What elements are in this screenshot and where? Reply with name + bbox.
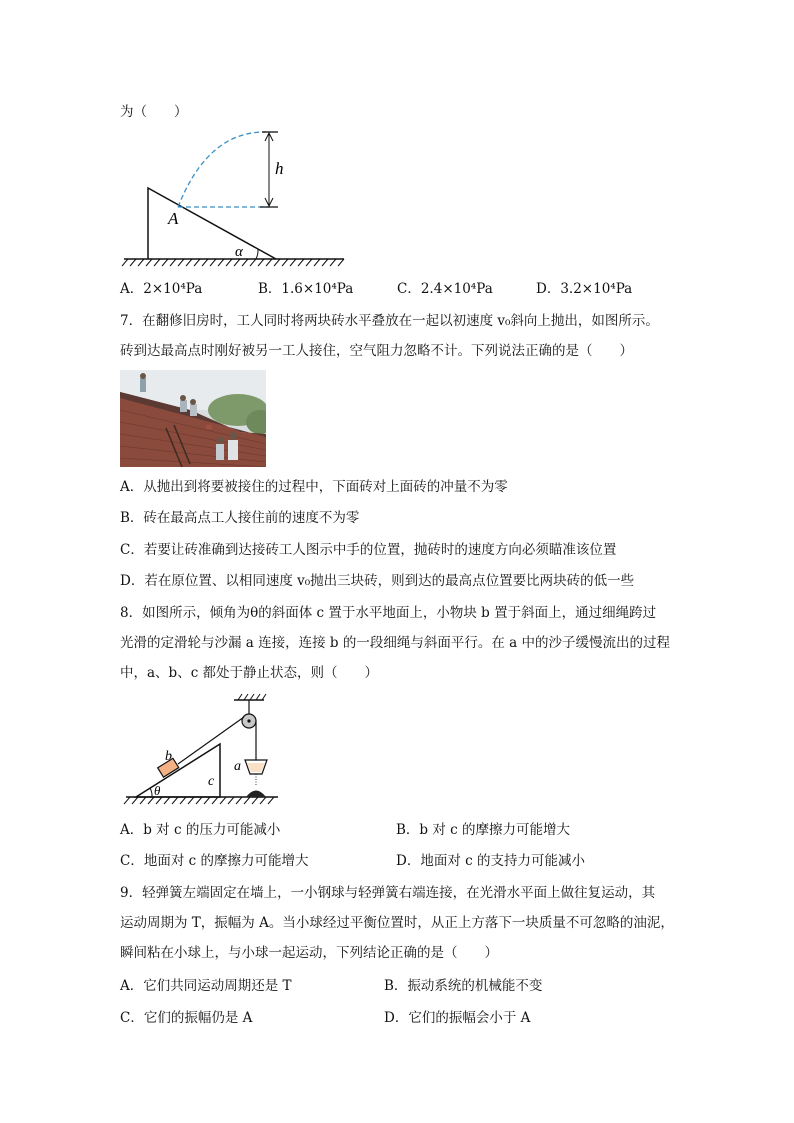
q9-option-a[interactable]: A．它们共同运动周期还是 T	[120, 978, 292, 994]
q9-option-b[interactable]: B．振动系统的机械能不变	[384, 978, 543, 994]
q7-option-c[interactable]: C．若要让砖准确到达接砖工人图示中手的位置，抛砖时的速度方向必须瞄准该位置	[120, 542, 617, 558]
q7-option-b[interactable]: B．砖在最高点工人接住前的速度不为零	[120, 510, 360, 526]
q8-stem-line2: 光滑的定滑轮与沙漏 a 连接，连接 b 的一段细绳与斜面平行。在 a 中的沙子缓慢流出的过程	[120, 635, 670, 651]
q7-stem-line1: 7．在翻修旧房时，工人同时将两块砖水平叠放在一起以初速度 v₀斜向上抛出，如图所示。	[120, 313, 659, 329]
q8-stem-line3: 中，a、b、c 都处于静止状态，则（ ）	[120, 665, 379, 681]
q6-option-d[interactable]: D．3.2×10⁴Pa	[536, 281, 633, 297]
q8-option-c[interactable]: C．地面对 c 的摩擦力可能增大	[120, 853, 309, 869]
q8-option-d[interactable]: D．地面对 c 的支持力可能减小	[396, 853, 585, 869]
q7-photo-workers	[120, 370, 266, 467]
q7-option-a[interactable]: A．从抛出到将要被接住的过程中，下面砖对上面砖的冲量不为零	[120, 479, 508, 495]
q9-stem-line1: 9．轻弹簧左端固定在墙上，一小钢球与轻弹簧右端连接，在光滑水平面上做往复运动，其	[120, 885, 656, 901]
q8-option-a[interactable]: A．b 对 c 的压力可能减小	[120, 822, 281, 838]
q7-stem-line2: 砖到达最高点时刚好被另一工人接住，空气阻力忽略不计。下列说法正确的是（ ）	[120, 343, 633, 359]
q6-option-c[interactable]: C．2.4×10⁴Pa	[397, 281, 493, 297]
q6-option-b[interactable]: B．1.6×10⁴Pa	[258, 281, 354, 297]
q6-label-alpha: α	[235, 244, 243, 260]
q7-option-d[interactable]: D．若在原位置、以相同速度 v₀抛出三块砖，则到达的最高点位置要比两块砖的低一些	[120, 573, 635, 589]
q8-figure	[118, 692, 288, 812]
q9-option-c[interactable]: C．它们的振幅仍是 A	[120, 1010, 253, 1026]
q6-label-a: A	[168, 209, 179, 228]
q9-stem-line2: 运动周期为 T，振幅为 A。当小球经过平衡位置时，从正上方落下一块质量不可忽略的油泥，	[120, 915, 674, 931]
q8-label-b: b	[165, 749, 172, 764]
q8-label-theta: θ	[154, 783, 161, 798]
q6-figure	[118, 125, 358, 270]
q8-label-a: a	[234, 759, 241, 774]
q6-option-a[interactable]: A．2×10⁴Pa	[120, 281, 203, 297]
q6-label-h: h	[275, 159, 284, 178]
q8-option-b[interactable]: B．b 对 c 的摩擦力可能增大	[396, 822, 570, 838]
q6-stem-tail: 为（ ）	[120, 104, 188, 120]
q8-label-c: c	[208, 774, 215, 789]
q9-option-d[interactable]: D．它们的振幅会小于 A	[384, 1010, 531, 1026]
q8-stem-line1: 8．如图所示，倾角为θ的斜面体 c 置于水平地面上，小物块 b 置于斜面上，通过细绳跨过	[120, 605, 657, 621]
q9-stem-line3: 瞬间粘在小球上，与小球一起运动，下列结论正确的是（ ）	[120, 945, 498, 961]
